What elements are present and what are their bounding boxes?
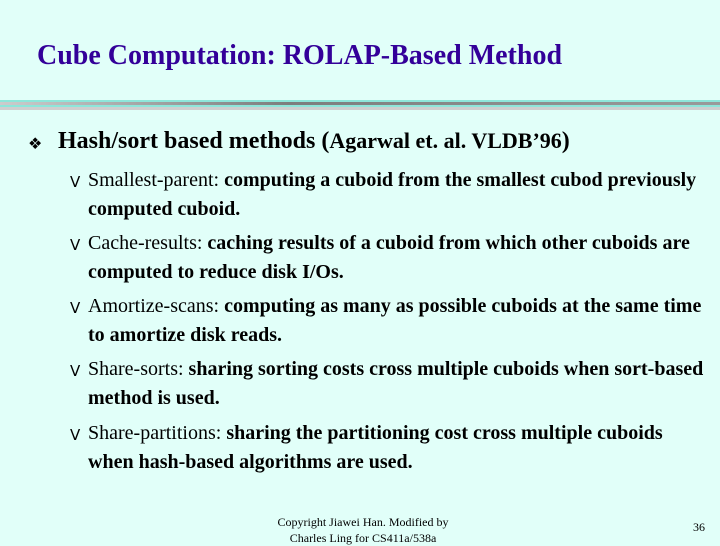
v-bullet-icon: V [70,173,81,191]
diamond-bullet-icon: ❖ [28,134,43,153]
main-point-close: ) [561,128,570,154]
sub-point-cache-results [88,229,708,287]
copyright-footer: Copyright Jiawei Han. Modified by Charles Ling for CS411a/538a [277,515,449,545]
sub-point-term: Cache-results: [88,232,203,254]
sub-point-text: sharing the partitioning cost cross multiple cuboids when hash-based algorithms are used. [88,422,663,473]
sub-point-smallest-parent [88,166,708,224]
sub-point-text: caching results of a cuboid from which other cuboids are computed to reduce disk I/Os. [88,232,690,283]
v-bullet-icon: V [70,299,81,317]
sub-point-text: computing a cuboid from the smallest cubod previously computed cuboid. [88,169,697,220]
sub-point-text: computing as many as possible cuboids at the same time to amortize disk reads. [88,295,702,346]
sub-point-term: Share-sorts: [88,358,184,380]
page-number: 36 [693,520,705,534]
title-divider-shade [0,102,720,105]
v-bullet-icon: V [70,426,81,444]
main-point-citation: Agarwal et. al. VLDB’96 [329,128,562,153]
slide-title: Cube Computation: ROLAP-Based Method [37,40,563,71]
main-point [58,128,570,155]
sub-point-share-sorts [88,355,708,413]
main-point-text: Hash/sort based methods ( [58,128,330,154]
v-bullet-icon: V [70,362,81,380]
sub-point-amortize-scans [88,292,708,350]
sub-point-term: Share-partitions: [88,422,222,444]
sub-point-text: sharing sorting costs cross multiple cuboids when sort-based method is used. [88,358,704,409]
sub-point-share-partitions [88,419,708,477]
sub-point-term: Amortize-scans: [88,295,220,317]
v-bullet-icon: V [70,236,81,254]
sub-point-term: Smallest-parent: [88,169,220,191]
